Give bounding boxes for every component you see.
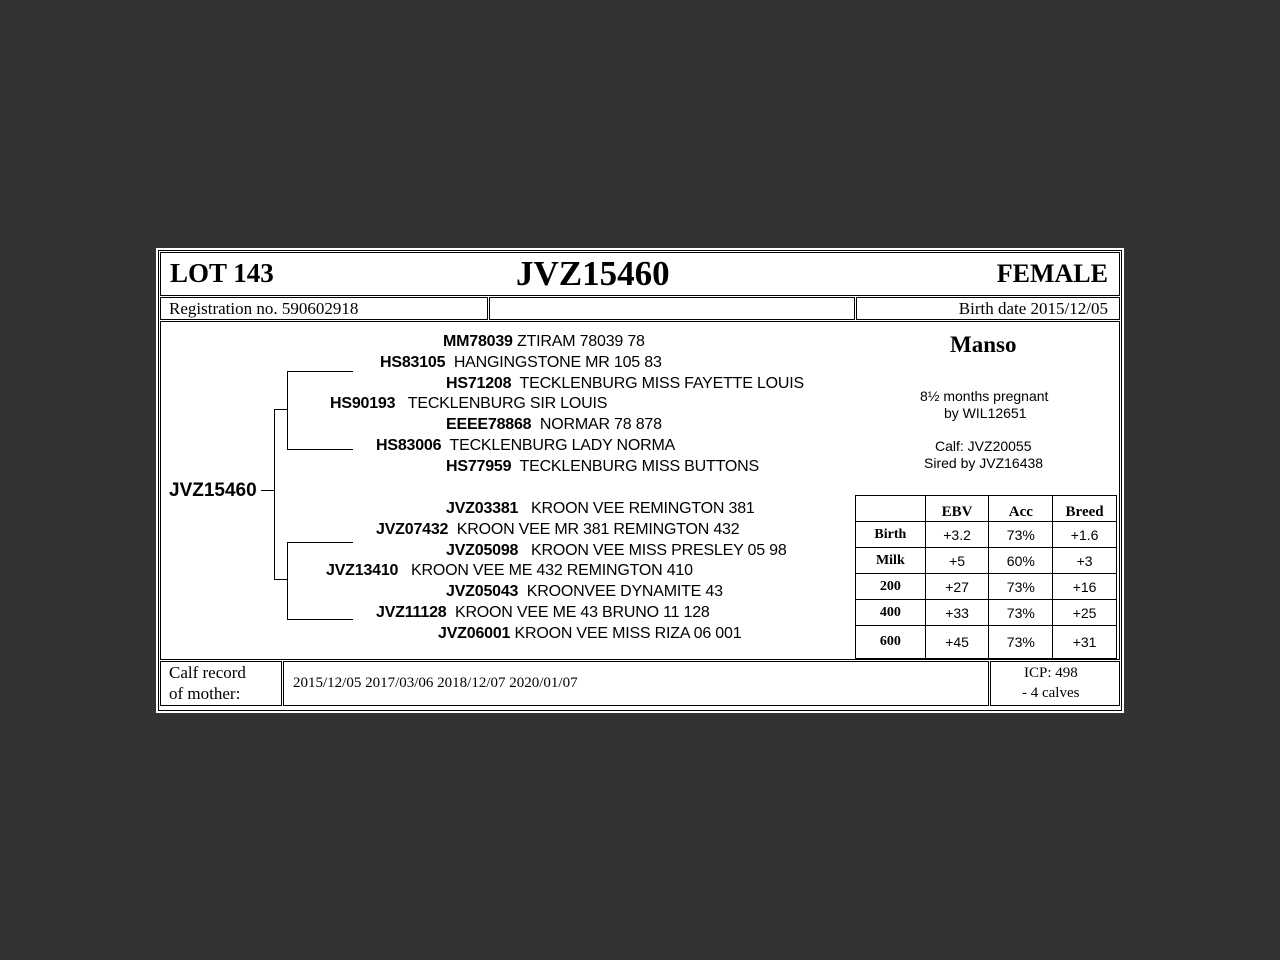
pedigree-code: HS83105	[380, 354, 446, 371]
pedigree-name: TECKLENBURG MISS FAYETTE LOUIS	[519, 375, 804, 392]
ebv-header-ebv: EBV	[925, 496, 989, 522]
calf-record-label: Calf record	[169, 663, 246, 682]
pedigree-entry	[376, 521, 739, 539]
pedigree-code: MM78039	[443, 333, 513, 350]
calf-count: - 4 calves	[1022, 685, 1080, 701]
calf-record-dates: 2015/12/05 2017/03/06 2018/12/07 2020/01/07	[293, 675, 578, 691]
ebv-header-acc: Acc	[989, 496, 1053, 522]
pedigree-entry	[438, 625, 741, 643]
ebv-acc: 73%	[989, 522, 1053, 548]
ebv-value: +27	[925, 574, 989, 600]
pedigree-entry	[376, 437, 675, 455]
pedigree-entry	[376, 604, 710, 622]
pedigree-name: KROONVEE DYNAMITE 43	[526, 583, 723, 600]
pedigree-entry	[330, 395, 607, 413]
ebv-table	[855, 495, 1117, 659]
pedigree-line	[287, 371, 353, 372]
pedigree-code: JVZ05043	[446, 583, 519, 600]
pedigree-entry	[443, 333, 645, 351]
pedigree-line	[287, 371, 288, 449]
ebv-value: +45	[925, 626, 989, 659]
pedigree-entry	[446, 500, 755, 518]
ebv-row	[856, 548, 1117, 574]
pedigree-code: HS83006	[376, 437, 442, 454]
pedigree-name: HANGINGSTONE MR 105 83	[453, 354, 662, 371]
pedigree-entry	[326, 562, 693, 580]
ebv-row-label: 200	[856, 574, 926, 600]
pedigree-line	[287, 542, 288, 619]
ebv-row-label: 400	[856, 600, 926, 626]
ebv-row-label: 600	[856, 626, 926, 659]
pedigree-code: JVZ06001	[438, 625, 511, 642]
pedigree-animal: JVZ15460	[169, 480, 257, 501]
pedigree-name: KROON VEE REMINGTON 381	[531, 500, 755, 517]
pedigree-name: ZTIRAM 78039 78	[517, 333, 645, 350]
birth-date: Birth date 2015/12/05	[958, 299, 1108, 318]
ebv-value: +3.2	[925, 522, 989, 548]
pedigree-name: TECKLENBURG LADY NORMA	[449, 437, 676, 454]
calf-id: Calf: JVZ20055	[935, 438, 1032, 454]
ebv-row	[856, 522, 1117, 548]
ebv-breed: +1.6	[1053, 522, 1117, 548]
ebv-header-blank	[856, 496, 926, 522]
animal-name: Manso	[950, 332, 1017, 357]
pedigree-code: EEEE78868	[446, 416, 532, 433]
pedigree-line	[274, 579, 287, 580]
ebv-row	[856, 600, 1117, 626]
pedigree-code: HS71208	[446, 375, 512, 392]
ebv-breed: +3	[1053, 548, 1117, 574]
pedigree-name: KROON VEE ME 43 BRUNO 11 128	[454, 604, 710, 621]
pedigree-name: TECKLENBURG SIR LOUIS	[407, 395, 608, 412]
sex-label: FEMALE	[996, 259, 1108, 288]
blank-cell	[489, 297, 855, 320]
pedigree-code: HS90193	[330, 395, 396, 412]
ebv-value: +33	[925, 600, 989, 626]
ebv-row-label: Milk	[856, 548, 926, 574]
pedigree-line	[287, 619, 353, 620]
animal-id-title: JVZ15460	[516, 254, 670, 293]
pedigree-name: KROON VEE ME 432 REMINGTON 410	[411, 562, 693, 579]
ebv-acc: 73%	[989, 574, 1053, 600]
pedigree-code: JVZ11128	[376, 604, 447, 621]
pregnancy-status: 8½ months pregnant	[920, 388, 1049, 404]
pedigree-entry	[446, 583, 723, 601]
pedigree-name: NORMAR 78 878	[539, 416, 662, 433]
pedigree-code: JVZ03381	[446, 500, 519, 517]
ebv-acc: 73%	[989, 626, 1053, 659]
pedigree-line	[274, 409, 275, 580]
calf-record-label-2: of mother:	[169, 684, 241, 703]
icp-value: ICP: 498	[1024, 665, 1078, 681]
ebv-acc: 73%	[989, 600, 1053, 626]
ebv-breed: +31	[1053, 626, 1117, 659]
pedigree-name: KROON VEE MISS RIZA 06 001	[514, 625, 742, 642]
pregnancy-sire: by WIL12651	[944, 405, 1027, 421]
pedigree-line	[287, 449, 353, 450]
ebv-header-row	[856, 496, 1117, 522]
lot-number: LOT 143	[170, 258, 274, 288]
pedigree-name: TECKLENBURG MISS BUTTONS	[519, 458, 759, 475]
pedigree-name: KROON VEE MISS PRESLEY 05 98	[531, 542, 787, 559]
pedigree-entry	[446, 542, 787, 560]
ebv-value: +5	[925, 548, 989, 574]
ebv-breed: +16	[1053, 574, 1117, 600]
ebv-breed: +25	[1053, 600, 1117, 626]
pedigree-entry	[446, 375, 804, 393]
pedigree-entry	[380, 354, 662, 372]
pedigree-entry	[446, 416, 662, 434]
pedigree-line	[274, 409, 287, 410]
pedigree-name: KROON VEE MR 381 REMINGTON 432	[456, 521, 740, 538]
pedigree-code: HS77959	[446, 458, 512, 475]
ebv-acc: 60%	[989, 548, 1053, 574]
ebv-header-breed: Breed	[1053, 496, 1117, 522]
pedigree-line	[287, 542, 353, 543]
lot-card	[156, 248, 1124, 713]
ebv-row	[856, 626, 1117, 659]
ebv-row-label: Birth	[856, 522, 926, 548]
registration-number: Registration no. 590602918	[169, 299, 359, 318]
ebv-row	[856, 574, 1117, 600]
calf-sire: Sired by JVZ16438	[924, 455, 1044, 471]
pedigree-code: JVZ05098	[446, 542, 519, 559]
pedigree-line	[261, 490, 274, 491]
pedigree-code: JVZ07432	[376, 521, 449, 538]
pedigree-entry	[446, 458, 759, 476]
pedigree-code: JVZ13410	[326, 562, 399, 579]
